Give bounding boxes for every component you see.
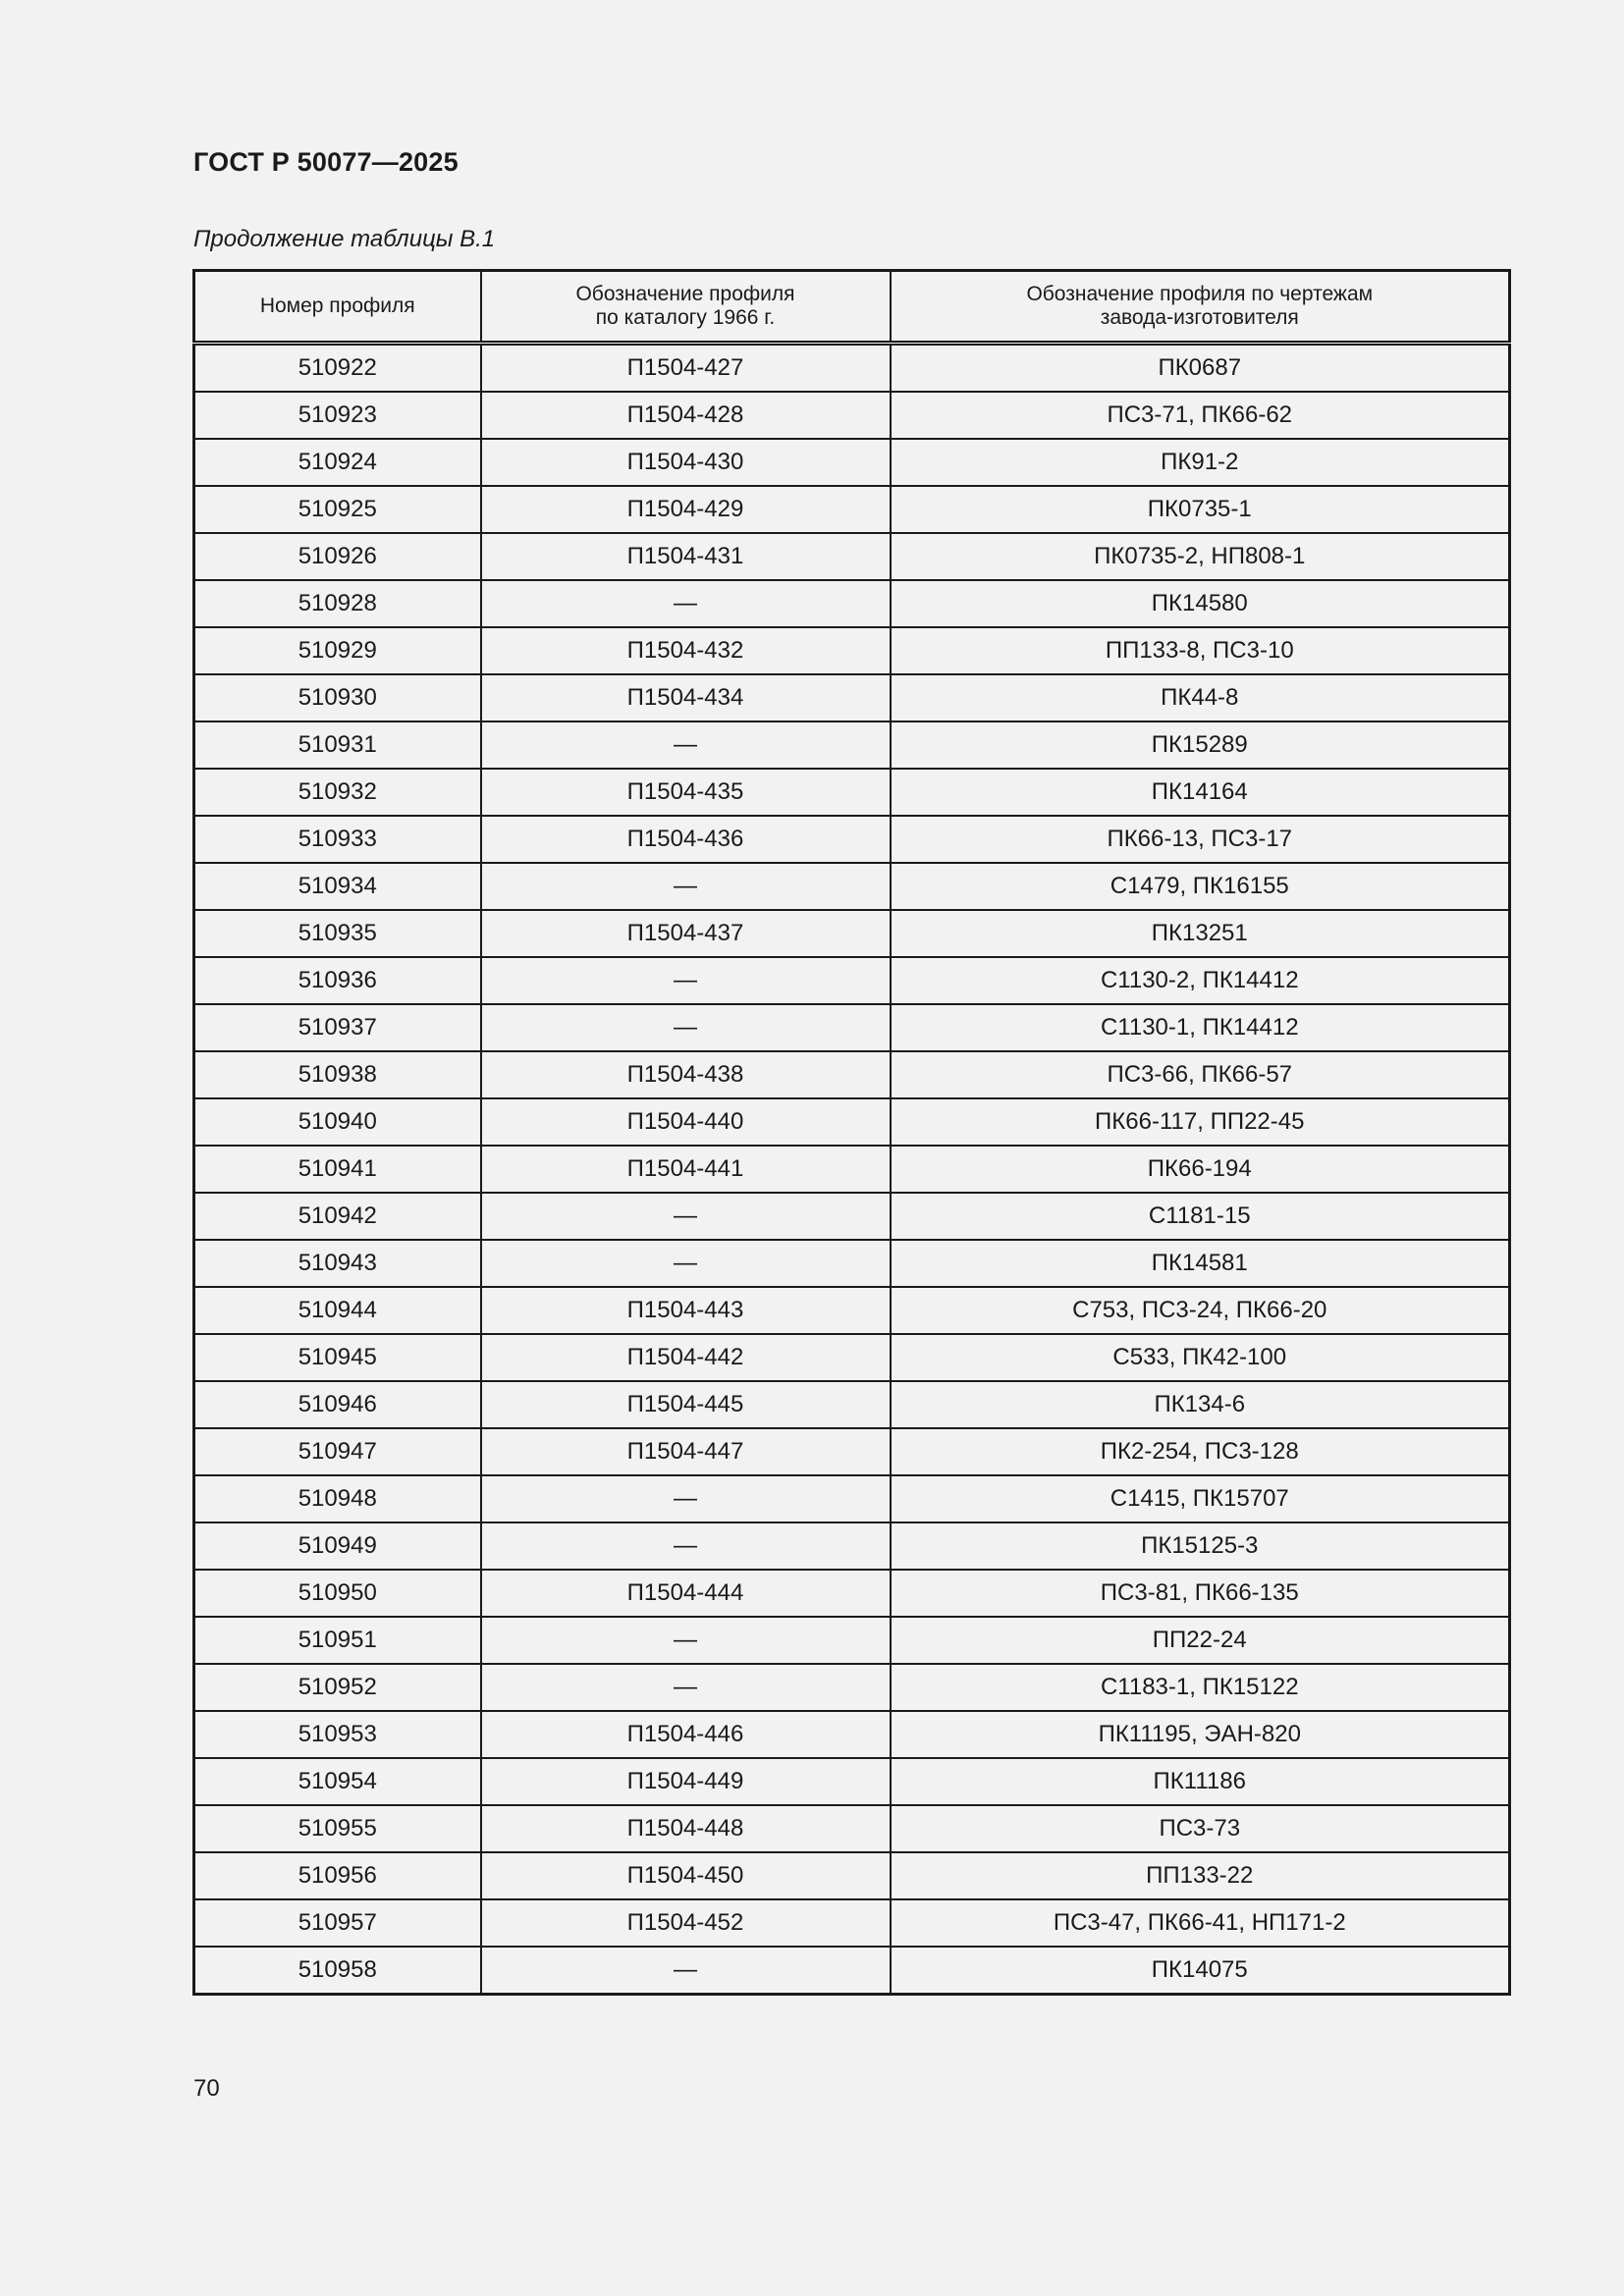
factory-designation-cell: ПК11186 bbox=[891, 1758, 1510, 1805]
table-row bbox=[194, 1475, 1510, 1522]
table-row bbox=[194, 1711, 1510, 1758]
catalog-designation-cell: — bbox=[481, 1617, 891, 1664]
factory-designation-cell: ПК14580 bbox=[891, 580, 1510, 627]
profile-table bbox=[192, 269, 1511, 1996]
catalog-designation-cell: — bbox=[481, 1240, 891, 1287]
table-row bbox=[194, 1146, 1510, 1193]
catalog-designation-cell: — bbox=[481, 1522, 891, 1570]
factory-designation-cell: ПК0735-2, НП808-1 bbox=[891, 533, 1510, 580]
profile-number-cell: 510948 bbox=[194, 1475, 481, 1522]
catalog-designation-cell: П1504-442 bbox=[481, 1334, 891, 1381]
table-row bbox=[194, 1004, 1510, 1051]
catalog-designation-cell: — bbox=[481, 957, 891, 1004]
table-body bbox=[194, 344, 1510, 1995]
factory-designation-cell: ПК13251 bbox=[891, 910, 1510, 957]
factory-designation-cell: ПК15125-3 bbox=[891, 1522, 1510, 1570]
profile-number-cell: 510943 bbox=[194, 1240, 481, 1287]
catalog-designation-cell: — bbox=[481, 580, 891, 627]
catalog-designation-cell: — bbox=[481, 1475, 891, 1522]
table-row bbox=[194, 344, 1510, 393]
catalog-designation-cell: П1504-449 bbox=[481, 1758, 891, 1805]
catalog-designation-cell: П1504-430 bbox=[481, 439, 891, 486]
factory-designation-cell: ПК11195, ЭАН-820 bbox=[891, 1711, 1510, 1758]
catalog-designation-cell: — bbox=[481, 1947, 891, 1995]
profile-number-cell: 510928 bbox=[194, 580, 481, 627]
profile-number-cell: 510929 bbox=[194, 627, 481, 674]
table-row bbox=[194, 1334, 1510, 1381]
table-row bbox=[194, 392, 1510, 439]
table-row bbox=[194, 1947, 1510, 1995]
profile-number-cell: 510958 bbox=[194, 1947, 481, 1995]
catalog-designation-cell: П1504-435 bbox=[481, 769, 891, 816]
table-row bbox=[194, 1098, 1510, 1146]
table-row bbox=[194, 1428, 1510, 1475]
factory-designation-cell: С533, ПК42-100 bbox=[891, 1334, 1510, 1381]
table-row bbox=[194, 1287, 1510, 1334]
catalog-designation-cell: П1504-448 bbox=[481, 1805, 891, 1852]
catalog-designation-cell: П1504-429 bbox=[481, 486, 891, 533]
table-row bbox=[194, 1381, 1510, 1428]
factory-designation-cell: ПК14075 bbox=[891, 1947, 1510, 1995]
table-row bbox=[194, 1758, 1510, 1805]
catalog-designation-cell: П1504-436 bbox=[481, 816, 891, 863]
profile-number-cell: 510932 bbox=[194, 769, 481, 816]
factory-designation-cell: ПС3-66, ПК66-57 bbox=[891, 1051, 1510, 1098]
table-row bbox=[194, 816, 1510, 863]
factory-designation-cell: ПП133-22 bbox=[891, 1852, 1510, 1899]
profile-number-cell: 510951 bbox=[194, 1617, 481, 1664]
catalog-designation-cell: П1504-446 bbox=[481, 1711, 891, 1758]
catalog-designation-cell: — bbox=[481, 1004, 891, 1051]
column-header: Обозначение профиля по каталогу 1966 г. bbox=[481, 271, 891, 344]
catalog-designation-cell: П1504-432 bbox=[481, 627, 891, 674]
factory-designation-cell: ПК15289 bbox=[891, 721, 1510, 769]
factory-designation-cell: С1130-2, ПК14412 bbox=[891, 957, 1510, 1004]
factory-designation-cell: С1183-1, ПК15122 bbox=[891, 1664, 1510, 1711]
factory-designation-cell: ПК66-194 bbox=[891, 1146, 1510, 1193]
catalog-designation-cell: П1504-452 bbox=[481, 1899, 891, 1947]
profile-number-cell: 510953 bbox=[194, 1711, 481, 1758]
profile-number-cell: 510924 bbox=[194, 439, 481, 486]
factory-designation-cell: ПК2-254, ПС3-128 bbox=[891, 1428, 1510, 1475]
catalog-designation-cell: П1504-445 bbox=[481, 1381, 891, 1428]
factory-designation-cell: ПК44-8 bbox=[891, 674, 1510, 721]
table-row bbox=[194, 533, 1510, 580]
profile-number-cell: 510938 bbox=[194, 1051, 481, 1098]
profile-number-cell: 510952 bbox=[194, 1664, 481, 1711]
table-row bbox=[194, 1051, 1510, 1098]
catalog-designation-cell: П1504-447 bbox=[481, 1428, 891, 1475]
factory-designation-cell: ПС3-73 bbox=[891, 1805, 1510, 1852]
factory-designation-cell: ПК66-117, ПП22-45 bbox=[891, 1098, 1510, 1146]
profile-number-cell: 510935 bbox=[194, 910, 481, 957]
table-row bbox=[194, 1522, 1510, 1570]
table-row bbox=[194, 674, 1510, 721]
table-row bbox=[194, 1240, 1510, 1287]
factory-designation-cell: ПС3-47, ПК66-41, НП171-2 bbox=[891, 1899, 1510, 1947]
factory-designation-cell: С1415, ПК15707 bbox=[891, 1475, 1510, 1522]
profile-number-cell: 510955 bbox=[194, 1805, 481, 1852]
profile-number-cell: 510934 bbox=[194, 863, 481, 910]
table-row bbox=[194, 721, 1510, 769]
column-header: Номер профиля bbox=[194, 271, 481, 344]
factory-designation-cell: ПП22-24 bbox=[891, 1617, 1510, 1664]
table-row bbox=[194, 863, 1510, 910]
document-code: ГОСТ Р 50077—2025 bbox=[193, 147, 459, 177]
profile-number-cell: 510923 bbox=[194, 392, 481, 439]
catalog-designation-cell: П1504-437 bbox=[481, 910, 891, 957]
table-row bbox=[194, 627, 1510, 674]
profile-number-cell: 510931 bbox=[194, 721, 481, 769]
catalog-designation-cell: П1504-441 bbox=[481, 1146, 891, 1193]
catalog-designation-cell: — bbox=[481, 863, 891, 910]
factory-designation-cell: ПК0687 bbox=[891, 344, 1510, 393]
profile-number-cell: 510942 bbox=[194, 1193, 481, 1240]
profile-number-cell: 510945 bbox=[194, 1334, 481, 1381]
profile-number-cell: 510936 bbox=[194, 957, 481, 1004]
table-row bbox=[194, 957, 1510, 1004]
table-caption: Продолжение таблицы В.1 bbox=[193, 226, 496, 252]
table-row bbox=[194, 1852, 1510, 1899]
factory-designation-cell: С1479, ПК16155 bbox=[891, 863, 1510, 910]
table-row bbox=[194, 1805, 1510, 1852]
catalog-designation-cell: П1504-443 bbox=[481, 1287, 891, 1334]
catalog-designation-cell: П1504-428 bbox=[481, 392, 891, 439]
profile-table-container bbox=[192, 269, 1508, 1996]
profile-number-cell: 510956 bbox=[194, 1852, 481, 1899]
profile-number-cell: 510946 bbox=[194, 1381, 481, 1428]
profile-number-cell: 510941 bbox=[194, 1146, 481, 1193]
table-header-row bbox=[194, 271, 1510, 344]
table-row bbox=[194, 1570, 1510, 1617]
factory-designation-cell: ПК66-13, ПС3-17 bbox=[891, 816, 1510, 863]
profile-number-cell: 510940 bbox=[194, 1098, 481, 1146]
table-row bbox=[194, 910, 1510, 957]
factory-designation-cell: ПК134-6 bbox=[891, 1381, 1510, 1428]
profile-number-cell: 510957 bbox=[194, 1899, 481, 1947]
catalog-designation-cell: П1504-438 bbox=[481, 1051, 891, 1098]
profile-number-cell: 510930 bbox=[194, 674, 481, 721]
table-row bbox=[194, 1899, 1510, 1947]
factory-designation-cell: С1181-15 bbox=[891, 1193, 1510, 1240]
table-row bbox=[194, 486, 1510, 533]
profile-number-cell: 510954 bbox=[194, 1758, 481, 1805]
profile-number-cell: 510937 bbox=[194, 1004, 481, 1051]
factory-designation-cell: С1130-1, ПК14412 bbox=[891, 1004, 1510, 1051]
factory-designation-cell: ПС3-71, ПК66-62 bbox=[891, 392, 1510, 439]
factory-designation-cell: ПС3-81, ПК66-135 bbox=[891, 1570, 1510, 1617]
catalog-designation-cell: П1504-450 bbox=[481, 1852, 891, 1899]
profile-number-cell: 510926 bbox=[194, 533, 481, 580]
factory-designation-cell: ПК14581 bbox=[891, 1240, 1510, 1287]
factory-designation-cell: ПК91-2 bbox=[891, 439, 1510, 486]
profile-number-cell: 510933 bbox=[194, 816, 481, 863]
catalog-designation-cell: П1504-431 bbox=[481, 533, 891, 580]
catalog-designation-cell: П1504-434 bbox=[481, 674, 891, 721]
profile-number-cell: 510944 bbox=[194, 1287, 481, 1334]
catalog-designation-cell: — bbox=[481, 1664, 891, 1711]
catalog-designation-cell: П1504-427 bbox=[481, 344, 891, 393]
table-row bbox=[194, 580, 1510, 627]
profile-number-cell: 510947 bbox=[194, 1428, 481, 1475]
profile-number-cell: 510949 bbox=[194, 1522, 481, 1570]
table-row bbox=[194, 1193, 1510, 1240]
profile-number-cell: 510922 bbox=[194, 344, 481, 393]
factory-designation-cell: ПП133-8, ПС3-10 bbox=[891, 627, 1510, 674]
catalog-designation-cell: П1504-440 bbox=[481, 1098, 891, 1146]
factory-designation-cell: ПК0735-1 bbox=[891, 486, 1510, 533]
table-row bbox=[194, 1664, 1510, 1711]
catalog-designation-cell: — bbox=[481, 1193, 891, 1240]
table-row bbox=[194, 769, 1510, 816]
column-header: Обозначение профиля по чертежам завода-изготовителя bbox=[891, 271, 1510, 344]
page-number: 70 bbox=[193, 2075, 220, 2102]
profile-number-cell: 510950 bbox=[194, 1570, 481, 1617]
factory-designation-cell: ПК14164 bbox=[891, 769, 1510, 816]
catalog-designation-cell: — bbox=[481, 721, 891, 769]
factory-designation-cell: С753, ПС3-24, ПК66-20 bbox=[891, 1287, 1510, 1334]
table-row bbox=[194, 1617, 1510, 1664]
catalog-designation-cell: П1504-444 bbox=[481, 1570, 891, 1617]
profile-number-cell: 510925 bbox=[194, 486, 481, 533]
table-row bbox=[194, 439, 1510, 486]
